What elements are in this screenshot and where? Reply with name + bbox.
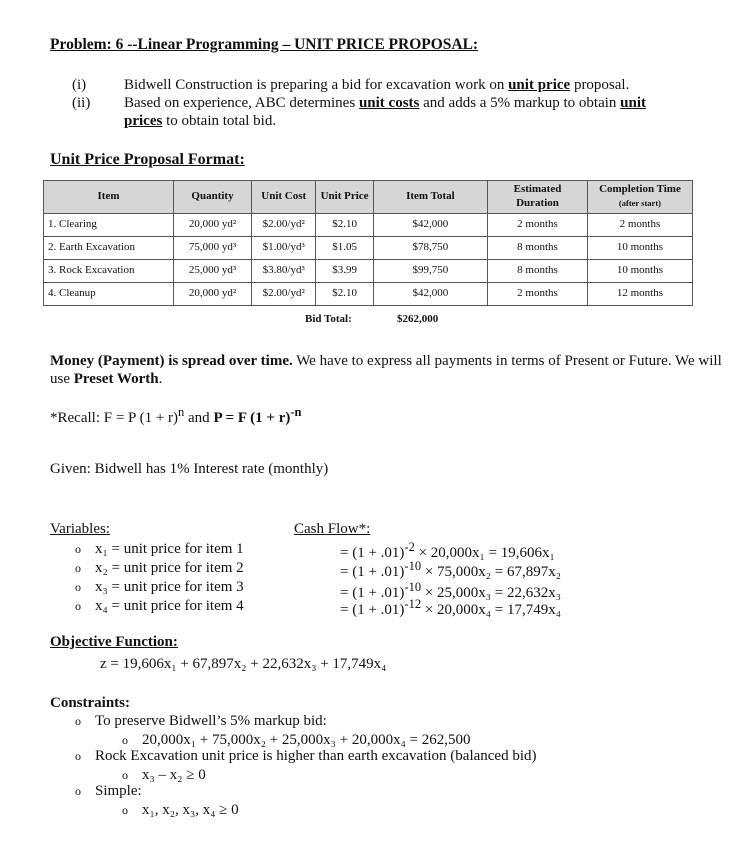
given-statement: Given: Bidwell has 1% Interest rate (monthly)	[50, 461, 329, 477]
cashflow-base: = (1 + .01)	[340, 602, 405, 618]
money-paragraph	[50, 352, 740, 388]
cashflow-rest: × 20,000x₄ = 17,749x₄	[421, 602, 561, 618]
intro-item-2	[72, 94, 646, 112]
header-item: Item	[44, 181, 174, 214]
cell-duration: 2 months	[488, 214, 588, 237]
cell-quantity: 20,000 yd²	[174, 214, 252, 237]
cell-quantity: 20,000 yd²	[174, 283, 252, 306]
bullet-icon: o	[122, 733, 128, 747]
cell-item: 2. Earth Excavation	[44, 237, 174, 260]
bullet-icon: o	[75, 542, 81, 556]
table-row	[44, 283, 693, 306]
constraint-sub	[122, 801, 239, 819]
constraint-item	[75, 712, 327, 730]
cell-unit-cost: $2.00/yd²	[252, 283, 316, 306]
recall-bold: P = F (1 + r)	[213, 410, 291, 426]
cell-item: 3. Rock Excavation	[44, 260, 174, 283]
cell-item-total: $99,750	[373, 260, 487, 283]
cell-item-total: $42,000	[373, 283, 487, 306]
intro-emph: unit costs	[358, 95, 420, 111]
header-estimated-duration: Estimated Duration	[488, 181, 588, 214]
variable-text: x₄ = unit price for item 4	[95, 598, 244, 614]
table-row	[44, 214, 693, 237]
cashflow-heading: Cash Flow*:	[294, 521, 371, 537]
cashflow-rest: × 25,000x₃ = 22,632x₃	[421, 585, 561, 601]
objective-function: z = 19,606x₁ + 67,897x₂ + 22,632x₃ + 17,749x₄	[100, 656, 387, 672]
intro-text: and adds a 5% markup to obtain	[419, 95, 621, 111]
cashflow-exponent: -10	[404, 559, 422, 573]
constraint-item	[75, 782, 142, 800]
constraint-item	[75, 747, 537, 765]
intro-item-2-cont	[72, 112, 276, 130]
cashflow-rest: × 20,000x₁ = 19,606x₁	[414, 545, 555, 561]
intro-text: Bidwell Construction is preparing a bid for excavation work on	[124, 77, 509, 93]
cashflow-rest: × 75,000x₂ = 67,897x₂	[421, 564, 561, 580]
cell-duration: 8 months	[488, 260, 588, 283]
constraint-formula: x₃ – x₂ ≥ 0	[142, 767, 206, 783]
recall-formula	[50, 405, 302, 427]
money-bold-2: Preset Worth	[73, 371, 159, 387]
cell-item-total: $78,750	[373, 237, 487, 260]
variable-text: x₁ = unit price for item 1	[95, 541, 244, 557]
header-unit-price: Unit Price	[316, 181, 373, 214]
recall-prefix: *Recall: F = P (1 + r)	[50, 410, 179, 426]
header-completion-label: Completion Time	[599, 183, 681, 196]
cell-completion: 2 months	[587, 214, 692, 237]
variable-item	[75, 540, 244, 558]
constraint-text: To preserve Bidwell’s 5% markup bid:	[95, 713, 327, 729]
bullet-icon: o	[122, 803, 128, 817]
cashflow-line	[340, 597, 561, 619]
cell-unit-cost: $1.00/yd³	[252, 237, 316, 260]
money-text: We have to express all payments in terms of Present or Future. We will use	[50, 353, 722, 387]
cell-completion: 10 months	[587, 237, 692, 260]
cell-item: 4. Cleanup	[44, 283, 174, 306]
recall-exponent-2: -n	[290, 405, 302, 419]
bullet-icon: o	[122, 768, 128, 782]
header-completion-note: (after start)	[618, 198, 661, 208]
header-unit-cost: Unit Cost	[252, 181, 316, 214]
cell-quantity: 75,000 yd³	[174, 237, 252, 260]
table-row	[44, 237, 693, 260]
unit-price-table	[43, 180, 693, 306]
variable-item	[75, 559, 244, 577]
cell-unit-price: $2.10	[316, 283, 373, 306]
header-item-total: Item Total	[373, 181, 487, 214]
problem-title: Problem: 6 --Linear Programming – UNIT PRICE PROPOSAL:	[50, 36, 479, 53]
variable-item	[75, 597, 244, 615]
constraint-text: Rock Excavation unit price is higher than earth excavation (balanced bid)	[95, 748, 537, 764]
intro-text: to obtain total bid.	[162, 113, 277, 129]
bullet-icon: o	[75, 714, 81, 728]
intro-num: (ii)	[72, 95, 91, 111]
variable-item	[75, 578, 244, 596]
cell-unit-price: $3.99	[316, 260, 373, 283]
bullet-icon: o	[75, 580, 81, 594]
recall-exponent: n	[178, 405, 185, 419]
cashflow-exponent: -12	[404, 597, 422, 611]
intro-text: proposal.	[570, 77, 630, 93]
header-completion-time	[587, 181, 692, 214]
cell-duration: 8 months	[488, 237, 588, 260]
table-row	[44, 260, 693, 283]
objective-heading: Objective Function:	[50, 634, 178, 650]
intro-item-1	[72, 76, 629, 94]
constraint-text: Simple:	[95, 783, 142, 799]
constraint-formula: 20,000x₁ + 75,000x₂ + 25,000x₃ + 20,000x₄ = 262,500	[142, 732, 471, 748]
cell-unit-cost: $3.80/yd³	[252, 260, 316, 283]
cell-item: 1. Clearing	[44, 214, 174, 237]
cell-completion: 12 months	[587, 283, 692, 306]
header-quantity: Quantity	[174, 181, 252, 214]
cashflow-exponent: -2	[404, 540, 415, 554]
cashflow-base: = (1 + .01)	[340, 545, 405, 561]
money-bold: Money (Payment) is spread over time.	[50, 353, 293, 369]
format-heading: Unit Price Proposal Format:	[50, 151, 245, 168]
bullet-icon: o	[75, 561, 81, 575]
cell-unit-cost: $2.00/yd²	[252, 214, 316, 237]
table-header-row	[44, 181, 693, 214]
cell-unit-price: $2.10	[316, 214, 373, 237]
bullet-icon: o	[75, 749, 81, 763]
cashflow-base: = (1 + .01)	[340, 585, 405, 601]
variable-text: x₂ = unit price for item 2	[95, 560, 244, 576]
variables-heading: Variables:	[50, 521, 110, 537]
cell-unit-price: $1.05	[316, 237, 373, 260]
cashflow-line	[340, 559, 561, 581]
intro-emph: unit price	[508, 77, 571, 93]
cell-item-total: $42,000	[373, 214, 487, 237]
recall-mid: and	[184, 410, 214, 426]
constraint-formula: x₁, x₂, x₃, x₄ ≥ 0	[142, 802, 239, 818]
constraints-heading: Constraints:	[50, 695, 131, 711]
cell-quantity: 25,000 yd³	[174, 260, 252, 283]
variable-text: x₃ = unit price for item 3	[95, 579, 244, 595]
intro-emph: unit	[620, 95, 647, 111]
intro-emph: prices	[124, 113, 163, 129]
bid-total-label: Bid Total:	[305, 313, 352, 325]
bid-total-value: $262,000	[397, 313, 439, 325]
intro-text: Based on experience, ABC determines	[124, 95, 359, 111]
cashflow-base: = (1 + .01)	[340, 564, 405, 580]
bullet-icon: o	[75, 784, 81, 798]
cashflow-exponent: -10	[404, 580, 422, 594]
cell-completion: 10 months	[587, 260, 692, 283]
bullet-icon: o	[75, 599, 81, 613]
intro-num: (i)	[72, 77, 87, 93]
cell-duration: 2 months	[488, 283, 588, 306]
money-end: .	[158, 371, 163, 387]
